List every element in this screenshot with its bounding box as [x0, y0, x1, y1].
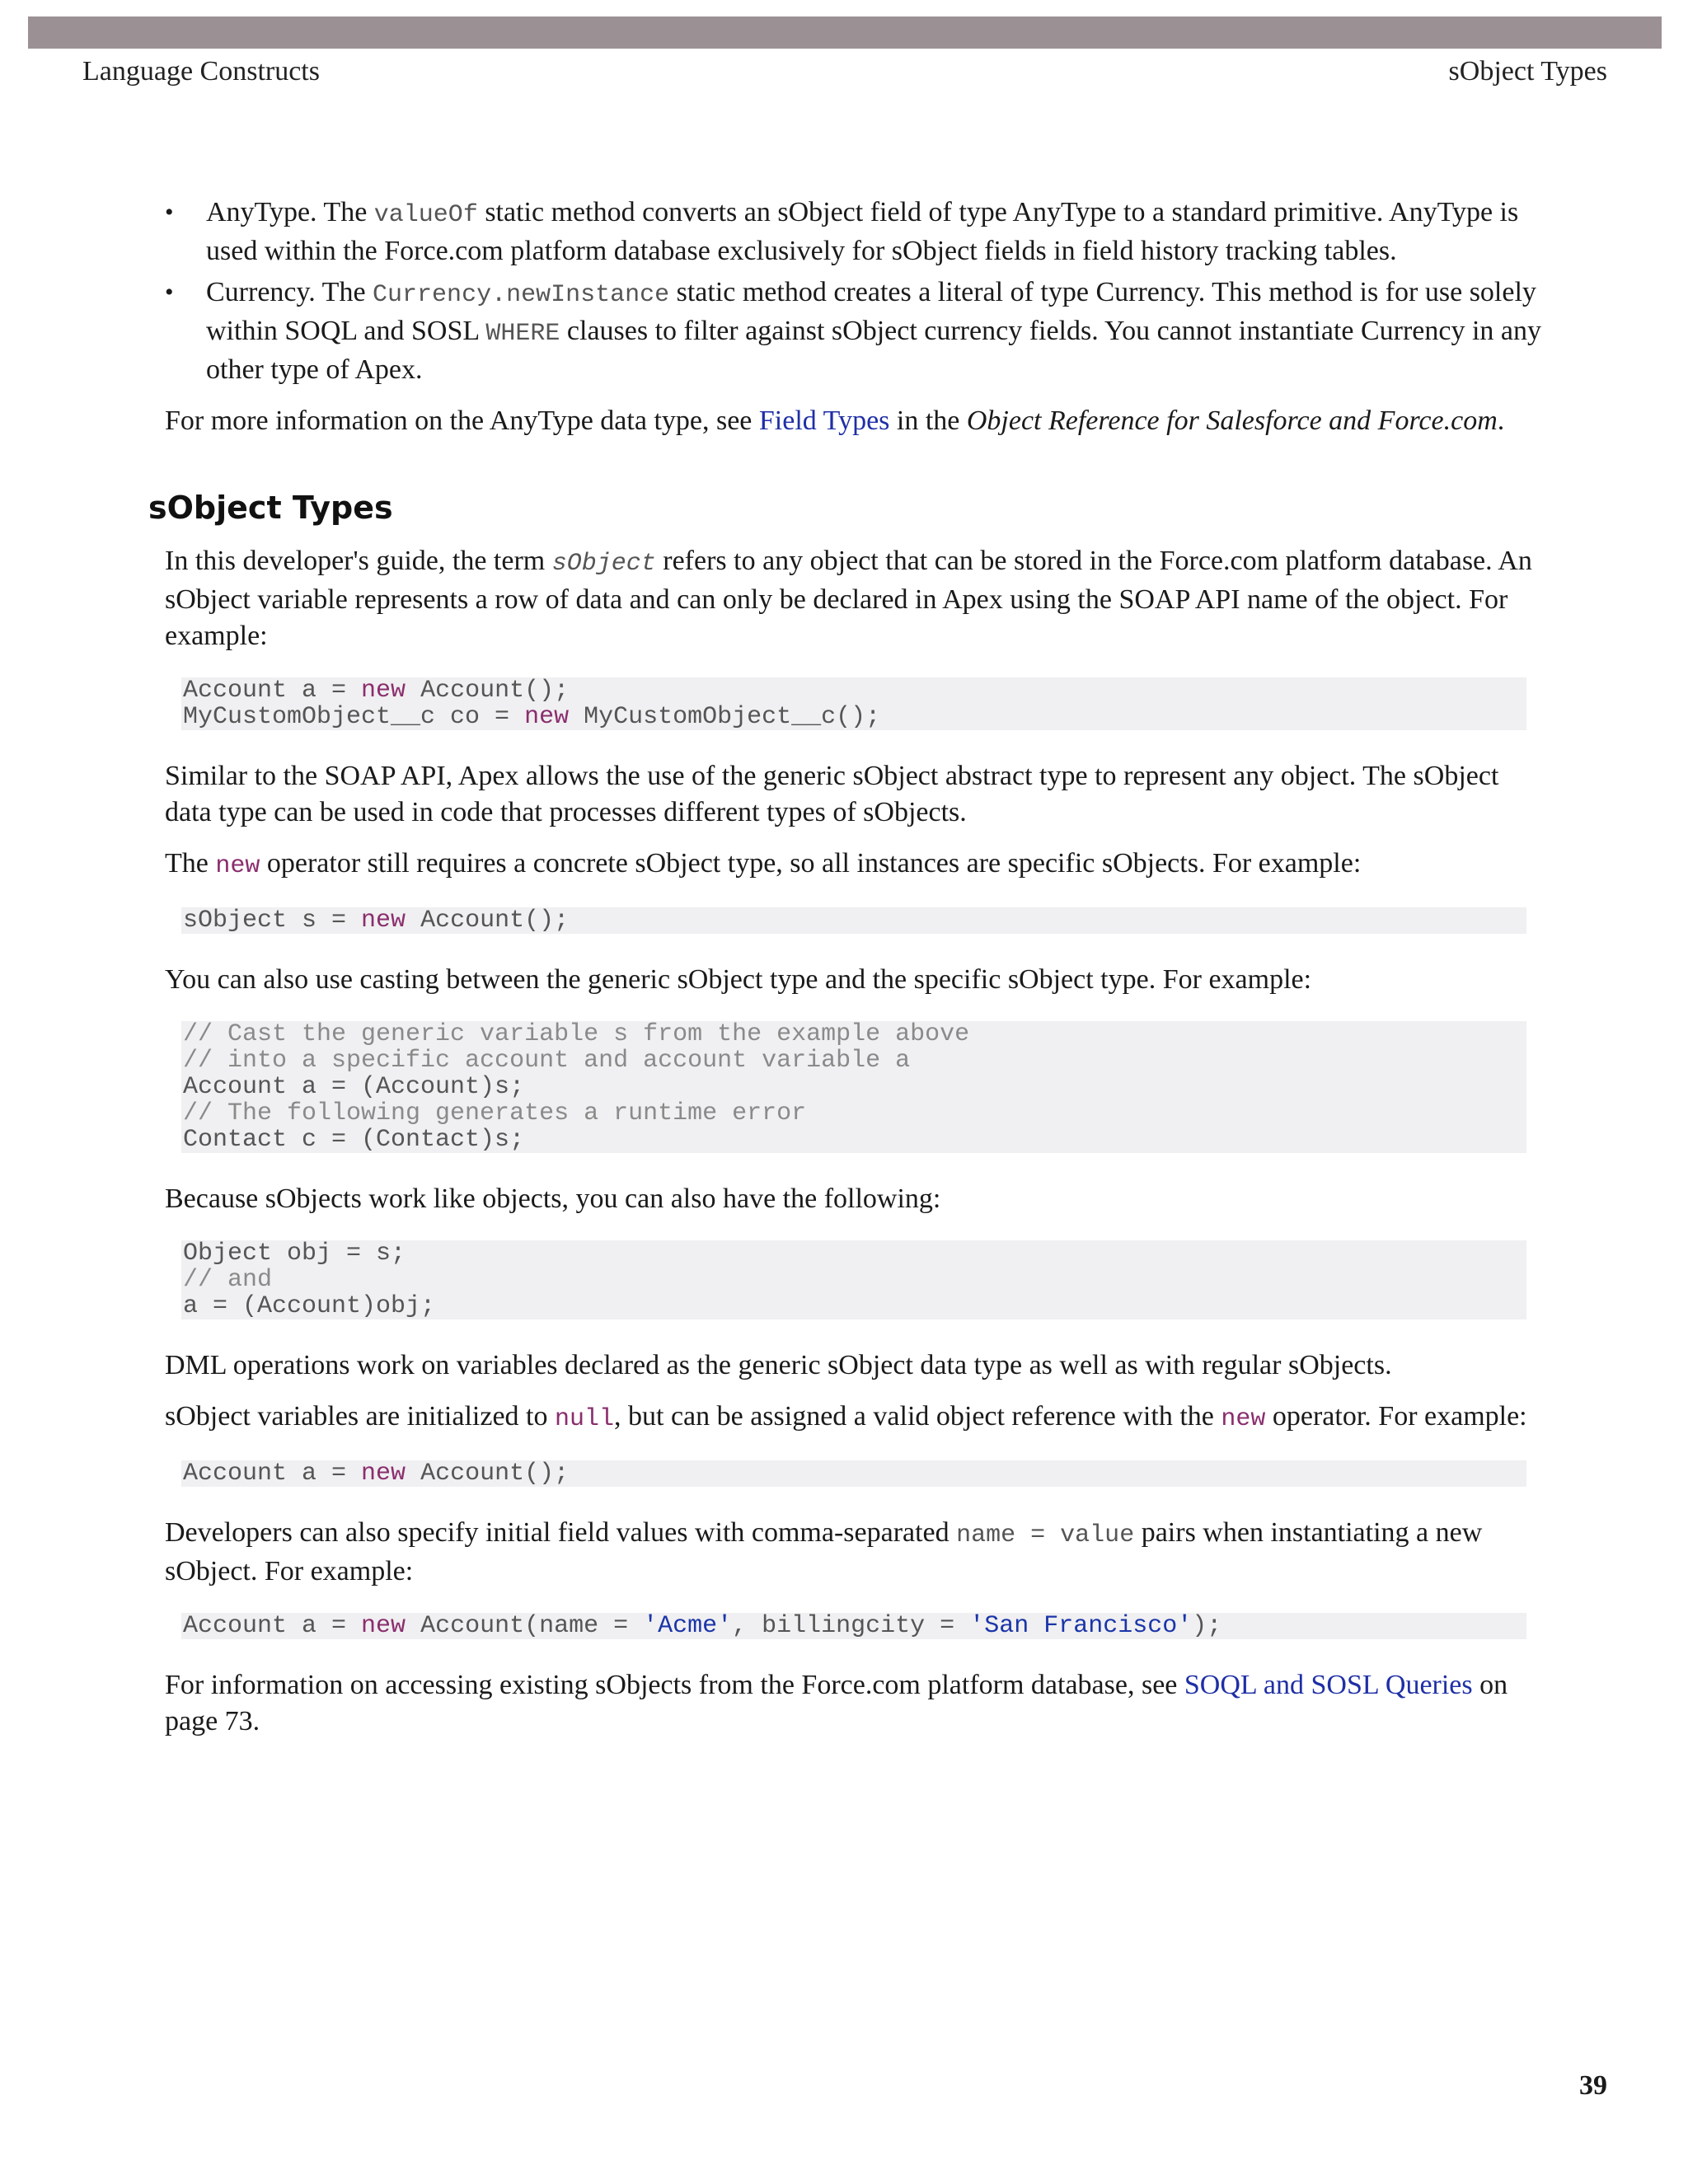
inline-code: new: [1221, 1405, 1266, 1433]
code-line: sObject s = new Account();: [183, 907, 570, 935]
inline-code: WHERE: [485, 320, 560, 348]
field-types-link[interactable]: Field Types: [758, 405, 890, 436]
null-paragraph: sObject variables are initialized to null, but can be assigned a valid object reference with the new operator. For example:: [165, 1401, 1527, 1433]
section-title: sObject Types: [148, 490, 393, 526]
bullet-text: AnyType. The valueOf static method converts an sObject field of type AnyType to a standard primitive. AnyType is used within the Force.com platform database exclusively for sObject fields in field history tracking tables.: [206, 197, 1519, 266]
code-line: Object obj = s;: [183, 1240, 406, 1268]
code-block-new: [181, 907, 1526, 934]
dml-paragraph: DML operations work on variables declared as the generic sObject data type as well as with regular sObjects.: [165, 1350, 1392, 1380]
book-title: Object Reference for Salesforce and Force.com: [966, 405, 1498, 436]
objects-paragraph: Because sObjects work like objects, you can also have the following:: [165, 1183, 941, 1214]
code-comment-line: // into a specific account and account variable a: [183, 1047, 911, 1075]
page-number: 39: [1579, 2070, 1607, 2101]
intro-paragraph: In this developer's guide, the term sObject refers to any object that can be stored in the Force.com platform database. An sObject variable represents a row of data and can only be declared in Apex using the SOAP API name of the object. For example:: [165, 546, 1532, 651]
code-line: Account a = new Account();: [183, 677, 570, 705]
running-header-chapter: Language Constructs: [82, 56, 320, 87]
field-values-paragraph: Developers can also specify initial field values with comma-separated name = value pairs when instantiating a new sObject. For example:: [165, 1517, 1483, 1586]
generic-sobject-paragraph: Similar to the SOAP API, Apex allows the use of the generic sObject abstract type to represent any object. The sObject data type can be used in code that processes different types of sObjects.: [165, 761, 1499, 827]
code-block-declare: [181, 677, 1526, 730]
code-comment-line: // The following generates a runtime error: [183, 1099, 807, 1127]
inline-code: name = value: [956, 1521, 1135, 1549]
code-line: MyCustomObject__c co = new MyCustomObject__c();: [183, 703, 881, 731]
code-block-object: [181, 1240, 1526, 1319]
list-item-anytype: [165, 194, 1546, 269]
code-line: Account a = new Account(name = 'Acme', billingcity = 'San Francisco');: [183, 1612, 1222, 1640]
inline-code: valueOf: [373, 201, 478, 229]
code-line: Account a = new Account();: [183, 1460, 570, 1488]
code-line: a = (Account)obj;: [183, 1292, 436, 1320]
code-comment-line: // and: [183, 1266, 273, 1294]
soql-sosl-queries-link[interactable]: SOQL and SOSL Queries: [1184, 1670, 1473, 1700]
running-header-section: sObject Types: [1448, 56, 1607, 87]
soql-info-paragraph: For information on accessing existing sObjects from the Force.com platform database, see SOQL and SOSL Queries on page 73.: [165, 1670, 1508, 1736]
inline-code: sObject: [551, 550, 656, 578]
code-block-field-values: [181, 1613, 1526, 1639]
inline-code: new: [215, 852, 260, 880]
code-block-casting: [181, 1021, 1526, 1153]
code-comment-line: // Cast the generic variable s from the example above: [183, 1020, 970, 1048]
bullet-icon: •: [165, 279, 174, 306]
page-content: [148, 194, 1546, 1755]
inline-code: null: [554, 1405, 614, 1433]
new-operator-paragraph: The new operator still requires a concrete sObject type, so all instances are specific sObjects. For example:: [165, 848, 1362, 880]
casting-paragraph: You can also use casting between the generic sObject type and the specific sObject type. For example:: [165, 964, 1312, 995]
bullet-icon: •: [165, 199, 174, 226]
list-item-currency: [165, 274, 1546, 388]
inline-code: Currency.newInstance: [373, 281, 670, 309]
anytype-info-paragraph: For more information on the AnyType data type, see Field Types in the Object Reference for Salesforce and Force.com.: [165, 405, 1505, 436]
code-block-account: [181, 1460, 1526, 1487]
code-line: Contact c = (Contact)s;: [183, 1126, 525, 1154]
header-bar: [28, 16, 1662, 49]
code-line: Account a = (Account)s;: [183, 1073, 525, 1101]
bullet-text: Currency. The Currency.newInstance static method creates a literal of type Currency. This method is for use solely within SOQL and SOSL WHERE clauses to filter against sObject currency fields. You cannot instantiate Currency in any other type of Apex.: [206, 277, 1542, 385]
type-bullet-list: [165, 194, 1546, 388]
